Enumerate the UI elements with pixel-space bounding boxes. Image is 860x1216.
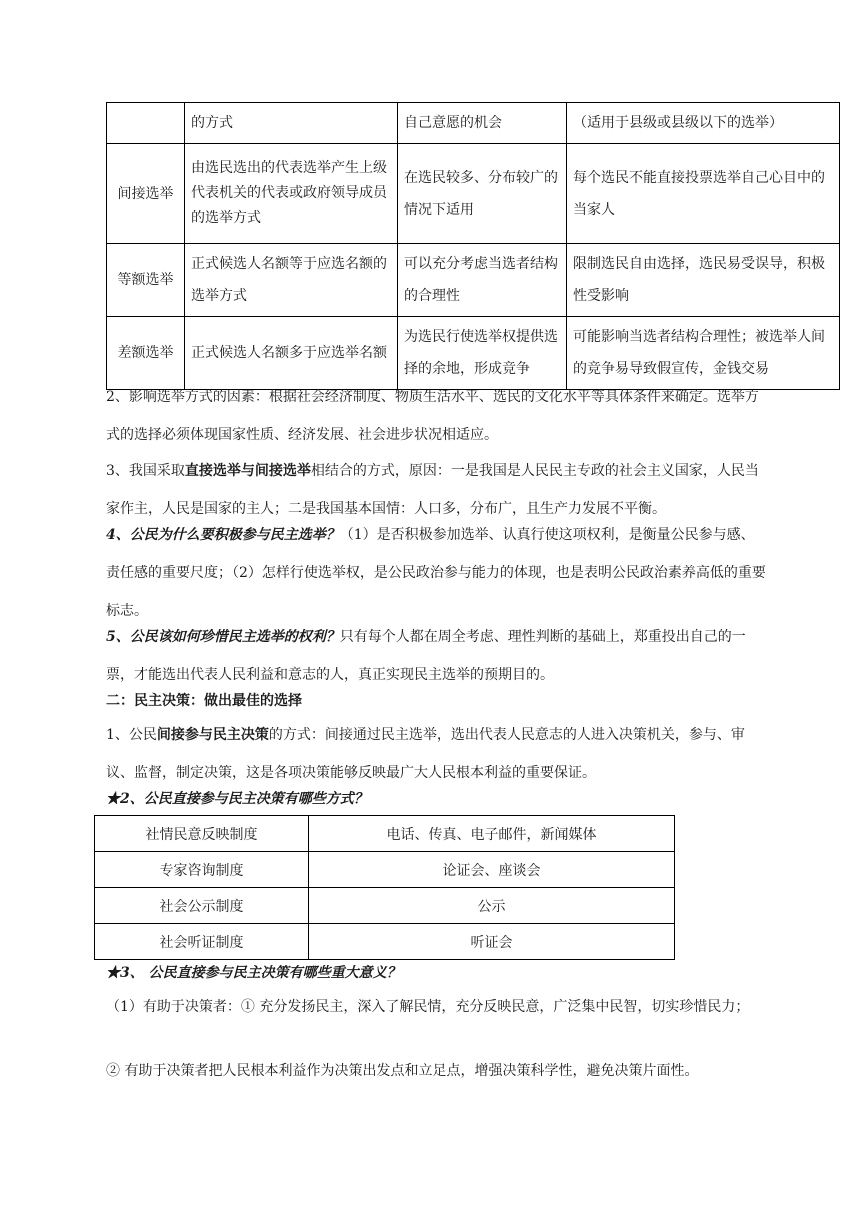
section-heading: 二：民主决策：做出最佳的选择 [106,693,302,709]
table-cell: 的方式 [185,103,398,144]
text-run-bold: 直接选举与间接选举 [184,463,311,479]
table-cell: 限制选民自由选择，选民易受误导，积极性受影响 [567,244,840,317]
direct-participation-table [94,815,675,960]
paragraph-significance-2: ② 有助于决策者把人民根本利益作为决策出发点和立足点，增强决策科学性，避免决策片面性。 [106,1063,699,1079]
text-run: 的方式：间接通过民主选举，选出代表人民意志的人进入决策机关，参与、审议、监督，制定决策，这是各项决策能够反映最广大人民根本利益的重要保证。 [106,727,745,781]
table-cell: 在选民较多、分布较广的情况下适用 [398,144,567,244]
table-cell: 正式候选人名额等于应选名额的选举方式 [185,244,398,317]
table-cell: 可能影响当选者结构合理性；被选举人间的竞争易导致假宣传，金钱交易 [567,317,840,390]
election-methods-table [106,102,840,390]
table-cell: 间接选举 [107,144,185,244]
question-text: 4、公民为什么要积极参与民主选举？ [106,527,340,543]
table-cell: 社会听证制度 [95,924,309,960]
question-heading: ★3、 公民直接参与民主决策有哪些重大意义？ [106,965,401,981]
question-text: 5、公民该如何珍惜民主选举的权利？ [106,629,340,645]
table-row [107,244,840,317]
table-cell: 社会公示制度 [95,888,309,924]
table-row [107,103,840,144]
table-cell: 社情民意反映制度 [95,816,309,852]
table-cell: 由选民选出的代表选举产生上级代表机关的代表或政府领导成员的选举方式 [185,144,398,244]
table-cell: 论证会、座谈会 [309,852,675,888]
table-cell [107,103,185,144]
table-cell: 差额选举 [107,317,185,390]
table-cell: 等额选举 [107,244,185,317]
question-heading: ★2、公民直接参与民主决策有哪些方式？ [106,791,368,807]
table-cell: 每个选民不能直接投票选举自己心目中的当家人 [567,144,840,244]
table-row [95,852,675,888]
text-run: 只有每个人都在周全考虑、理性判断的基础上，郑重投出自己的一票，才能选出代表人民利益和意志的人，真正实现民主选举的预期目的。 [106,629,746,683]
table-cell: 正式候选人名额多于应选举名额 [185,317,398,390]
table-cell: （适用于县级或县级以下的选举） [567,103,840,144]
table-cell: 电话、传真、电子邮件，新闻媒体 [309,816,675,852]
paragraph-why-participate [106,516,766,630]
table-cell: 听证会 [309,924,675,960]
paragraph-significance-1: （1）有助于决策者：① 充分发扬民主，深入了解民情，充分反映民意，广泛集中民智，切实珍惜民力； [106,999,750,1015]
table-cell: 可以充分考虑当选者结构的合理性 [398,244,567,317]
table-row [95,816,675,852]
table-cell: 专家咨询制度 [95,852,309,888]
text-run: （1）是否积极参加选举、认真行使这项权利，是衡量公民参与感、责任感的重要尺度；（2）怎样行使选举权，是公民政治参与能力的体现，也是表明公民政治素养高低的重要标志。 [106,527,766,619]
table-cell: 公示 [309,888,675,924]
text-run: 3、我国采取 [106,463,185,479]
text-run-bold: 间接参与民主决策 [156,727,269,743]
table-cell: 自己意愿的机会 [398,103,567,144]
text-run: 相结合的方式，原因：一是我国是人民民主专政的社会主义国家，人民当家作主，人民是国家的主人；二是我国基本国情：人口多，分布广，且生产力发展不平衡。 [106,463,759,517]
text-run: 1、公民 [106,727,157,743]
table-cell: 为选民行使选举权提供选择的余地，形成竞争 [398,317,567,390]
table-row [95,888,675,924]
paragraph-election-factors: 2、影响选举方式的因素：根据社会经济制度、物质生活水平、选民的文化水平等具体条件来确定。选举方式的选择必须体现国家性质、经济发展、社会进步状况相适应。 [106,389,759,443]
table-row [107,144,840,244]
